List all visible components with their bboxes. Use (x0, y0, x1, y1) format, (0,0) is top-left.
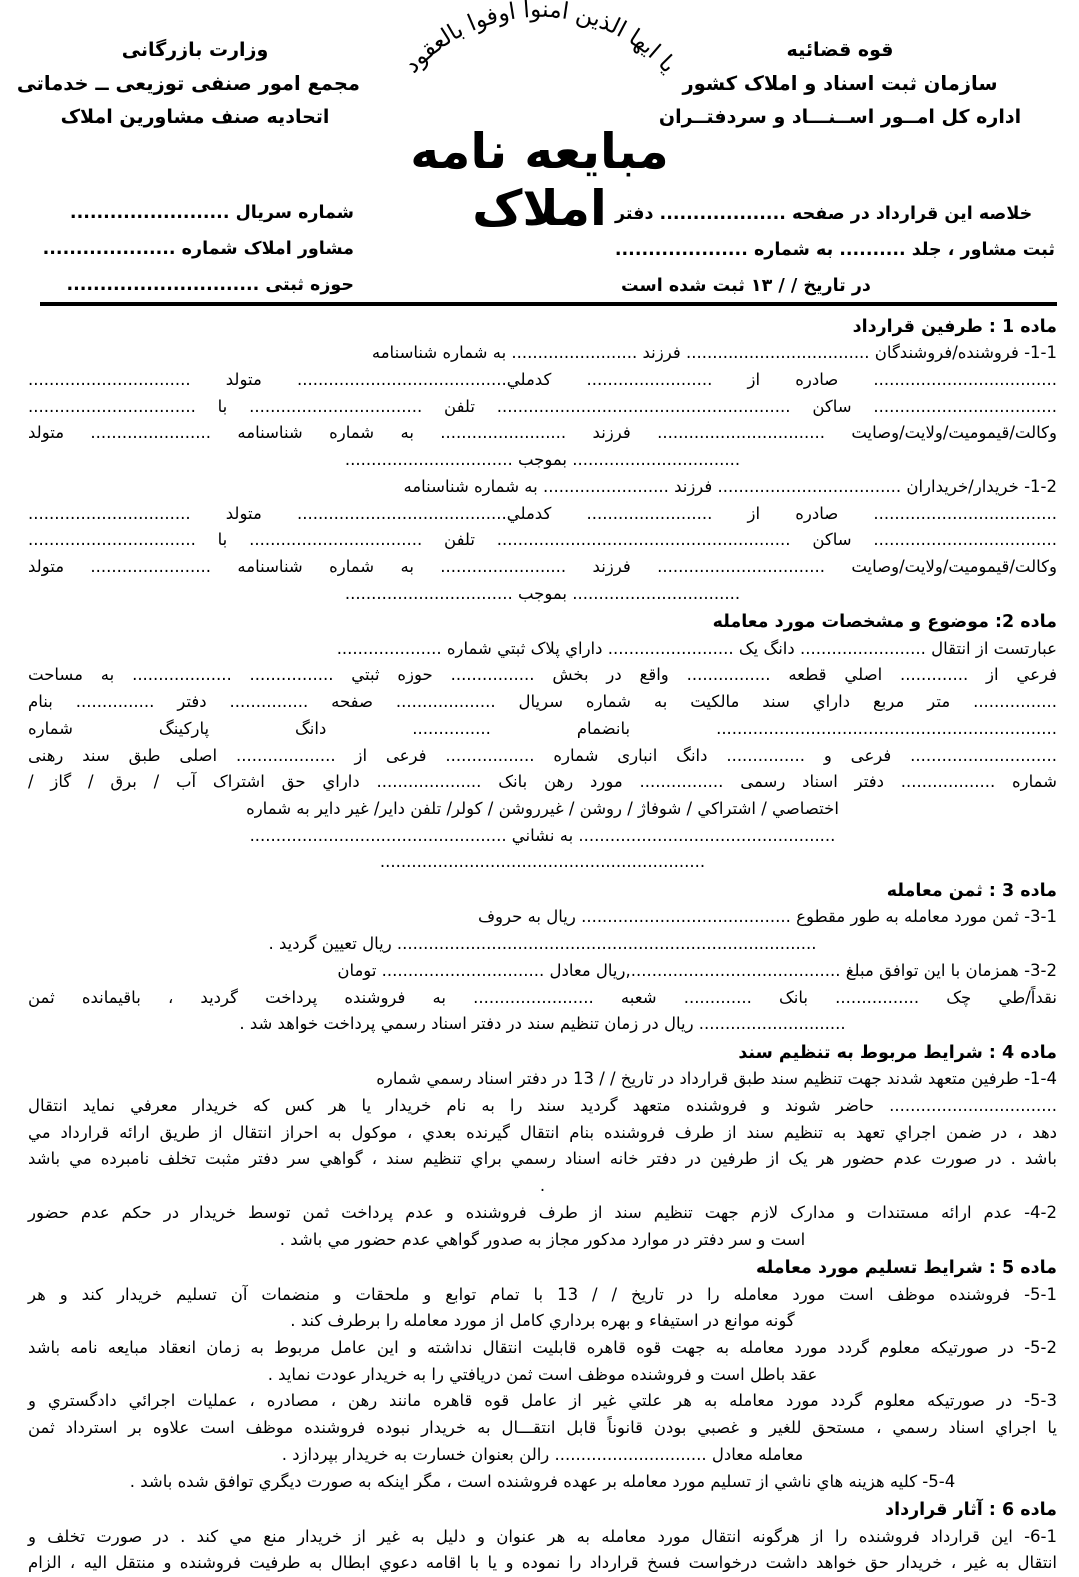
article-line[interactable]: اختصاصي / اشتراکي / شوفاژ / روشن / غیرروشن / کولر/ تلفن دایر/ غیر دایر به شماره (246, 799, 839, 818)
verse-textpath: يا ايها الذين امنوا اوفوا بالعقود (398, 0, 681, 79)
article-line[interactable]: ................................................................. بانضمام ............... دانگ پارکینگ شماره (28, 718, 1057, 738)
article-line[interactable]: فرعي از ............. اصلي قطعه ................ واقع در بخش ................ حوزه ثبتي ................ ................... به مساحت (28, 665, 1057, 685)
document-header (0, 0, 1079, 296)
summary-page-field[interactable]: خلاصه این قرارداد در صفحه ................... دفتر (615, 204, 1033, 224)
registration-summary-fields (615, 197, 1055, 305)
article-line[interactable]: ................ متر مربع داراي سند مالکیت به شماره سریال ................... صفحه ............... دفتر ............... بنام (28, 692, 1057, 712)
article-line[interactable]: 1-2- خریدار/خریداران ................................... فرزند ........................ به شماره شناسنامه (403, 476, 1057, 496)
article-line[interactable]: ............................ ریال در زمان تنظیم سند در دفتر اسناد رسمي پرداخت خواهد شد . (239, 1014, 846, 1034)
article-line[interactable]: گونه موانع در استیفاء و بهره برداري کامل از مورد معامله را برطرف کند . (290, 1311, 795, 1331)
article-line[interactable]: 5-4- کلیه هزینه هاي ناشي از تسلیم مورد معامله بر عهده فروشنده است ، مگر اینکه به صورت دیگري توافق شده باشد . (129, 1471, 956, 1491)
article-line[interactable]: 1-1- فروشنده/فروشندگان ................................... فرزند ........................ به شماره شناسنامه (371, 343, 1057, 363)
article-line[interactable]: ................................................. به نشاني ................................................. (249, 825, 836, 845)
article-line[interactable]: ................................... صادره از ........................ کدملي........................................ متولد ............................... (28, 503, 1057, 523)
article-line[interactable]: .............................................................. (379, 852, 706, 872)
article-line[interactable]: عبارتست از انتقال ........................ دانگ یک ........................ داراي پلاک ثبتي شماره .................... (336, 638, 1057, 658)
article-line[interactable]: 1-4- طرفین متعهد شدند جهت تنظیم سند طبق قرارداد در تاریخ / / 13 در دفتر اسناد رسمي شماره (376, 1069, 1057, 1089)
commerce-line-3: اتحادیه صنف مشاورین املاک (60, 106, 330, 129)
article-line[interactable]: ................................................................................ ریال تعیین گردید . (268, 934, 817, 954)
article-line[interactable]: معامله معادل ............................. رالن بعنوان خسارت به خریدار بپردازد . (281, 1444, 804, 1464)
article-line[interactable]: نقداً/طي چک ................ بانک ............. شعبه ....................... به فروشنده پرداخت گردید ، باقیمانده ثمن (28, 987, 1057, 1007)
article-line[interactable]: 5-3- در صورتیکه معلوم گردد مورد معامله به هر علتي غیر از عامل قوه قاهره مانند رهن ، مصادره ، عملیات اجرائي دادگستري و (28, 1391, 1057, 1411)
article-line[interactable]: 5-1- فروشنده موظف است مورد معامله را در تاریخ / / 13 با تمام توابع و ملحقات و منضمات آن تسلیم خریدار کند و هر (28, 1284, 1057, 1304)
article-line[interactable]: ................................... ساکن ........................................................ تلفن ................................. با ................................ (28, 530, 1057, 550)
commerce-line-2: مجمع امور صنفی توزیعی ــ خدماتی (16, 72, 360, 96)
advisor-volume-field[interactable]: ثبت مشاور ، جلد .......... به شماره .................... (614, 239, 1055, 260)
commerce-org-block (16, 34, 360, 135)
article-line[interactable]: ............................ فرعی و ............... دانگ انباری شماره ................. فرعی از ................... اصلی طبق سند رهنی (28, 745, 1057, 765)
article-line[interactable]: ................................... صادره از ........................ کدملي........................................ متولد ............................... (28, 369, 1057, 389)
article-line[interactable]: 5-2- در صورتیکه معلوم گردد مورد معامله به جهت قوه قاهره قابلیت انتقال نداشته و این عامل مربوط به زمان انعقاد مبایعه نامه باشد (28, 1337, 1057, 1357)
judiciary-line-3: اداره کل امــور اســنـــاد و سردفتــران (658, 106, 1022, 129)
article-line[interactable]: شماره .................. دفتر اسناد رسمی ................ مورد رهن بانک .................... داراي حق اشتراک آب / برق / گاز / (28, 772, 1057, 792)
serial-fields (36, 196, 354, 304)
article-title: ماده 1 : طرفین قرارداد (852, 317, 1057, 337)
header-divider (40, 302, 1057, 306)
article-line[interactable]: ................................ بموجب ................................ (344, 583, 741, 603)
article-line[interactable]: وکالت/قیمومیت/ولایت/وصایت ................................ فرزند ........................ به شماره شناسنامه ....................... متولد (28, 423, 1057, 443)
judiciary-line-2: سازمان ثبت اسناد و املاک کشور (682, 72, 998, 96)
article-title: ماده 5 : شرایط تسلیم مورد معامله (756, 1258, 1057, 1279)
article-line[interactable]: 3-1- ثمن مورد معامله به طور مقطوع ........................................ ریال به حروف (477, 907, 1057, 927)
article-line[interactable]: عقد باطل است و فروشنده موظف است ثمن دریافتي را به خریدار عودت نماید . (267, 1364, 818, 1384)
article-line[interactable]: 3-2- همزمان با این توافق مبلغ ........................................,ریال معادل ............................... تومان (337, 960, 1057, 980)
article-line[interactable]: ................................ بموجب ................................ (344, 450, 741, 470)
contract-body (28, 312, 1057, 1577)
article-line[interactable]: ................................ حاضر شوند و فروشنده متعهد گردید سند را به نام خریدار یا هر کس که خریدار معرفي نماید انتقال (28, 1095, 1057, 1115)
page-title-line-2: املاک (472, 180, 607, 238)
article-line[interactable]: دهد ، در ضمن اجراي تعهد به تنظیم سند از طرف فروشنده بنام انتقال گیرنده بعدي ، موکول به احراز انتقال از طریق ارائه قرارداد مي (28, 1122, 1057, 1142)
article-title: ماده 6 : آثار قرارداد (885, 1500, 1057, 1521)
article-title: ماده 2: موضوع و مشخصات مورد معامله (712, 612, 1057, 633)
page-title-line-1: مبایعه نامه (410, 123, 669, 180)
article-line[interactable]: وکالت/قیمومیت/ولایت/وصایت ................................ فرزند ........................ به شماره شناسنامه ....................... متولد (28, 557, 1057, 576)
registry-district-field[interactable]: حوزه ثبتی ............................. (66, 274, 354, 295)
commerce-line-1: وزارت بازرگانی (121, 39, 269, 61)
article-line[interactable]: یا اجراي اسناد رسمي ، مستحق للغیر و غصبي بودن قانوناً قابل انتقـــال به خریدار نبوده فروشنده موظف است علاوه بر استرداد ثمن (28, 1418, 1057, 1438)
registration-date-field[interactable]: در تاریخ / / ۱۳ ثبت شده است (621, 275, 871, 296)
article-line[interactable]: . (539, 1176, 546, 1196)
article-line[interactable]: باشد . در صورت عدم حضور هر یک از طرفین در دفتر خانه اسناد رسمي براي تنظیم سند ، گواهي سر دفتر مثبت تخلف نامبرده مي باشد (28, 1149, 1057, 1169)
serial-number-field[interactable]: شماره سریال ........................ (69, 203, 354, 223)
article-title: ماده 4 : شرایط مربوط به تنظیم سند (738, 1043, 1057, 1063)
article-line[interactable]: ................................... ساکن ........................................................ تلفن ................................. با ................................ (28, 396, 1057, 416)
article-line[interactable]: 4-2- عدم ارائه مستندات و مدارک لازم جهت تنظیم سند از طرف فروشنده و عدم پرداخت ثمن توسط خریدار در حکم عدم حضور (28, 1202, 1057, 1222)
article-title: ماده 3 : ثمن معامله (886, 881, 1057, 902)
article-line[interactable]: است و سر دفتر در موارد مدکور مجاز به صدور گواهي عدم حضور مي باشد . (279, 1229, 806, 1249)
judiciary-org-block (625, 34, 1055, 135)
article-line[interactable]: 6-1- این قرارداد فروشنده را از هرگونه انتقال مورد معامله به هر عنوان و دلیل به غیر از خریدار منع مي کند . در صورت تخلف و (28, 1526, 1057, 1546)
advisor-number-field[interactable]: مشاور املاک شماره .................... (42, 238, 354, 259)
judiciary-line-1: قوه قضائیه (786, 39, 894, 61)
article-line[interactable]: انتقال به غیر ، خریدار حق خواهد داشت درخواست فسخ قرارداد را نموده و یا با اقامه دعوي ابطال به طرفیت فروشنده و منتقل الیه ، الزام (28, 1553, 1057, 1573)
